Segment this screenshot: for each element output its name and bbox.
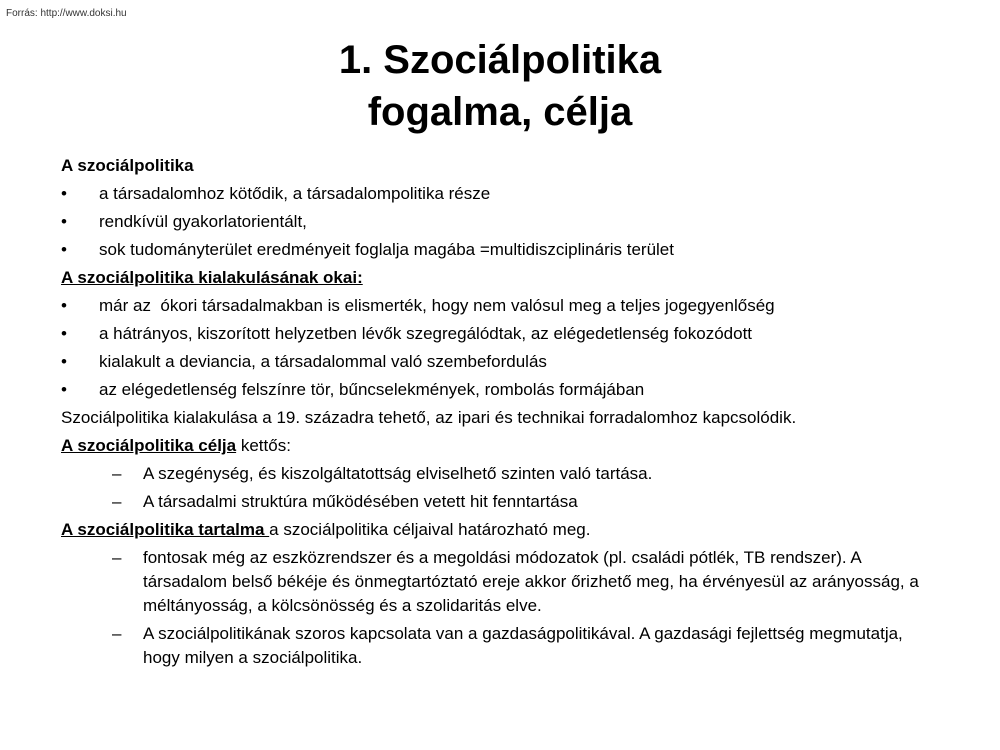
section-heading-line (61, 516, 941, 544)
paragraph: Szociálpolitika kialakulása a 19. századra tehető, az ipari és technikai forradalomhoz kapcsolódik. (61, 408, 797, 427)
bullet-item (61, 180, 941, 208)
section-heading: A szociálpolitika (61, 156, 194, 175)
bullet-marker: • (61, 296, 67, 315)
bullet-text: kialakult a deviancia, a társadalommal való szembefordulás (99, 352, 547, 371)
bullet-item (61, 208, 941, 236)
bullet-marker: • (61, 240, 67, 259)
bullet-marker: • (61, 324, 67, 343)
dash-marker: – (112, 548, 122, 567)
dash-marker: – (112, 492, 122, 511)
dash-item (61, 488, 941, 516)
bullet-marker: • (61, 212, 67, 231)
section-heading: A szociálpolitika kialakulásának okai: (61, 268, 363, 287)
bullet-item (61, 376, 941, 404)
bullet-item (61, 348, 941, 376)
dash-marker: – (112, 464, 122, 483)
title-line-1: 1. Szociálpolitika (338, 38, 662, 82)
slide-content (61, 152, 941, 672)
bullet-marker: • (61, 352, 67, 371)
source-note: Forrás: http://www.doksi.hu (6, 8, 127, 19)
section-heading: A szociálpolitika célja (61, 436, 237, 455)
section-heading-line (61, 432, 941, 460)
section-heading: A szociálpolitika tartalma (61, 520, 270, 539)
bullet-text: rendkívül gyakorlatorientált, (99, 212, 307, 231)
bullet-text: az elégedetlenség felszínre tör, bűncselekmények, rombolás formájában (99, 380, 645, 399)
dash-item (61, 620, 941, 672)
bullet-text: a társadalomhoz kötődik, a társadalompolitika része (99, 184, 491, 203)
bullet-marker: • (61, 184, 67, 203)
page-title (0, 34, 1000, 138)
dash-marker: – (112, 624, 122, 643)
heading-suffix: a szociálpolitika céljaival határozható meg. (269, 520, 591, 539)
title-line-2: fogalma, célja (367, 90, 633, 134)
heading-suffix: kettős: (236, 436, 291, 455)
dash-item (61, 544, 941, 620)
bullet-marker: • (61, 380, 67, 399)
bullet-text: sok tudományterület eredményeit foglalja magába =multidiszciplináris terület (99, 240, 674, 259)
dash-text: A társadalmi struktúra működésében vetett hit fenntartása (143, 492, 578, 511)
dash-text: fontosak még az eszközrendszer és a megoldási módozatok (pl. családi pótlék, TB rendszer). A társadalom belső békéje és önmegtartóztató ereje akkor őrizhető meg, ha érvényesül az arányosság, a méltányosság, a kölcsönösség és a szolidaritás elve. (143, 548, 919, 615)
dash-text: A szociálpolitikának szoros kapcsolata van a gazdaságpolitikával. A gazdasági fejlettség megmutatja, hogy milyen a szociálpolitika. (143, 624, 903, 667)
bullet-item (61, 236, 941, 264)
bullet-text: már az ókori társadalmakban is elismerték, hogy nem valósul meg a teljes jogegyenlőség (99, 296, 775, 315)
dash-text: A szegénység, és kiszolgáltatottság elviselhető szinten való tartása. (143, 464, 653, 483)
bullet-item (61, 320, 941, 348)
bullet-text: a hátrányos, kiszorított helyzetben lévők szegregálódtak, az elégedetlenség fokozódott (99, 324, 753, 343)
dash-item (61, 460, 941, 488)
bullet-item (61, 292, 941, 320)
